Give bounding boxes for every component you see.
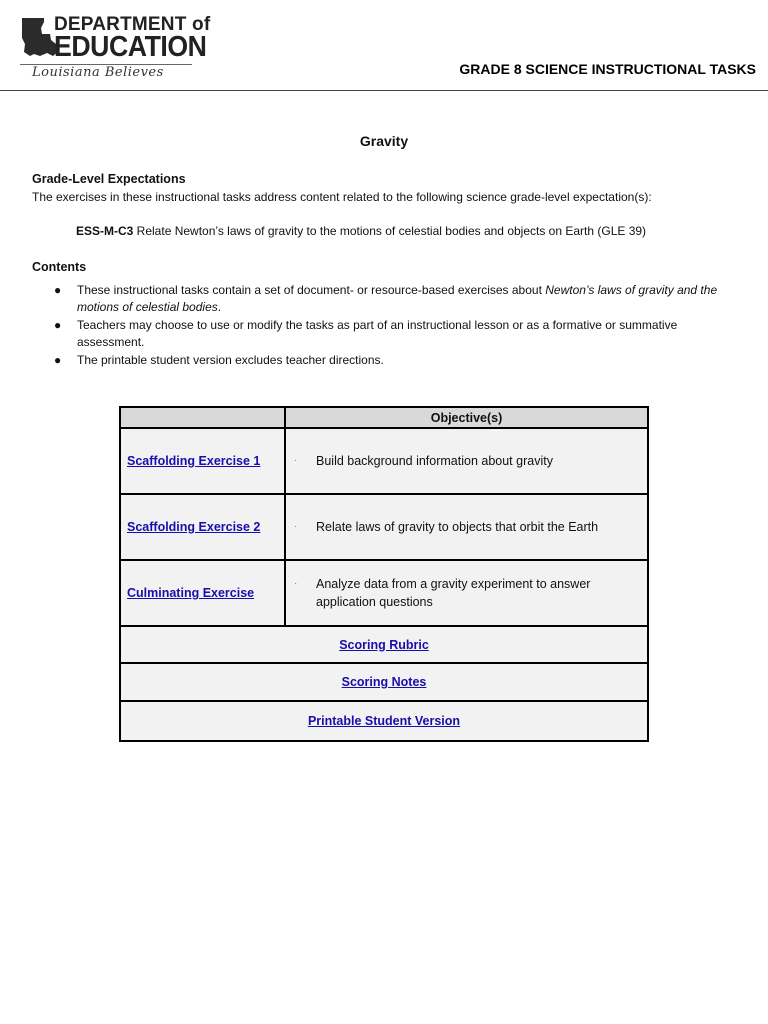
printable-version-cell: [120, 701, 648, 741]
bullet-icon: ●: [54, 283, 62, 297]
gle-text: Relate Newton’s laws of gravity to the motions of celestial bodies and objects on Earth (GLE 39): [133, 224, 647, 238]
bullet-text: The printable student version excludes teacher directions.: [77, 353, 384, 367]
bullet-mark: ·: [294, 578, 298, 589]
exercise-cell: [120, 560, 285, 626]
header-divider: [0, 90, 768, 91]
culminating-exercise-link[interactable]: Culminating Exercise: [127, 586, 255, 600]
list-item: [52, 352, 742, 369]
scaffolding-exercise-2-link[interactable]: Scaffolding Exercise 2: [127, 520, 261, 534]
gle-code: ESS-M-C3: [76, 224, 134, 238]
gle-intro: The exercises in these instructional tasks address content related to the following science grade-level expectation(s):: [32, 190, 652, 204]
gle-heading: Grade-Level Expectations: [32, 172, 186, 186]
objective-text: Relate laws of gravity to objects that orbit the Earth: [316, 520, 599, 534]
objectives-header: Objective(s): [285, 407, 648, 428]
bullet-text: These instructional tasks contain a set of document- or resource-based exercises about: [77, 283, 546, 297]
bullet-italic-text: Newton’s laws of gravity and the motions of celestial bodies: [77, 283, 718, 314]
objective-cell: [285, 494, 648, 560]
document-title: Gravity: [359, 133, 409, 149]
bullet-tail: .: [217, 300, 222, 314]
exercise-cell: [120, 428, 285, 494]
header-title: GRADE 8 SCIENCE INSTRUCTIONAL TASKS: [459, 61, 756, 77]
gle-statement: [76, 224, 646, 238]
page-header: [0, 0, 768, 92]
objective-text: Build background information about gravity: [316, 454, 553, 468]
list-item: [52, 317, 742, 351]
table-row: [120, 663, 648, 701]
logo-text-department: DEPARTMENT of: [54, 14, 211, 35]
printable-student-version-link[interactable]: Printable Student Version: [307, 714, 461, 728]
logo-text-education: EDUCATION: [54, 31, 207, 63]
objective-text: Analyze data from a gravity experiment to answer application questions: [316, 577, 591, 609]
table-row: [120, 701, 648, 741]
scaffolding-exercise-1-link[interactable]: Scaffolding Exercise 1: [127, 454, 261, 468]
logo-tagline: Louisiana Believes: [32, 65, 164, 80]
contents-heading: Contents: [32, 260, 87, 274]
exercise-cell: [120, 494, 285, 560]
scoring-notes-link[interactable]: Scoring Notes: [341, 675, 427, 689]
scoring-rubric-link[interactable]: Scoring Rubric: [339, 637, 429, 652]
bullet-icon: ●: [54, 353, 62, 367]
scoring-notes-cell: [120, 663, 648, 701]
bullet-mark: ·: [294, 521, 298, 532]
list-item: [52, 282, 742, 316]
department-logo: [20, 14, 211, 84]
objective-cell: [285, 560, 648, 626]
bullet-text: Teachers may choose to use or modify the tasks as part of an instructional lesson or as a formative or summative assessment.: [77, 318, 678, 349]
bullet-icon: ●: [54, 318, 62, 332]
table-header-row: [120, 407, 648, 428]
table-row: [120, 626, 648, 663]
objective-cell: [285, 428, 648, 494]
table-row: [120, 560, 648, 626]
objectives-table: [119, 406, 649, 742]
table-header-blank: [120, 407, 285, 428]
table-row: [120, 428, 648, 494]
scoring-rubric-cell: [120, 626, 648, 663]
bullet-mark: ·: [294, 455, 298, 466]
table-row: [120, 494, 648, 560]
contents-list: [52, 282, 742, 370]
